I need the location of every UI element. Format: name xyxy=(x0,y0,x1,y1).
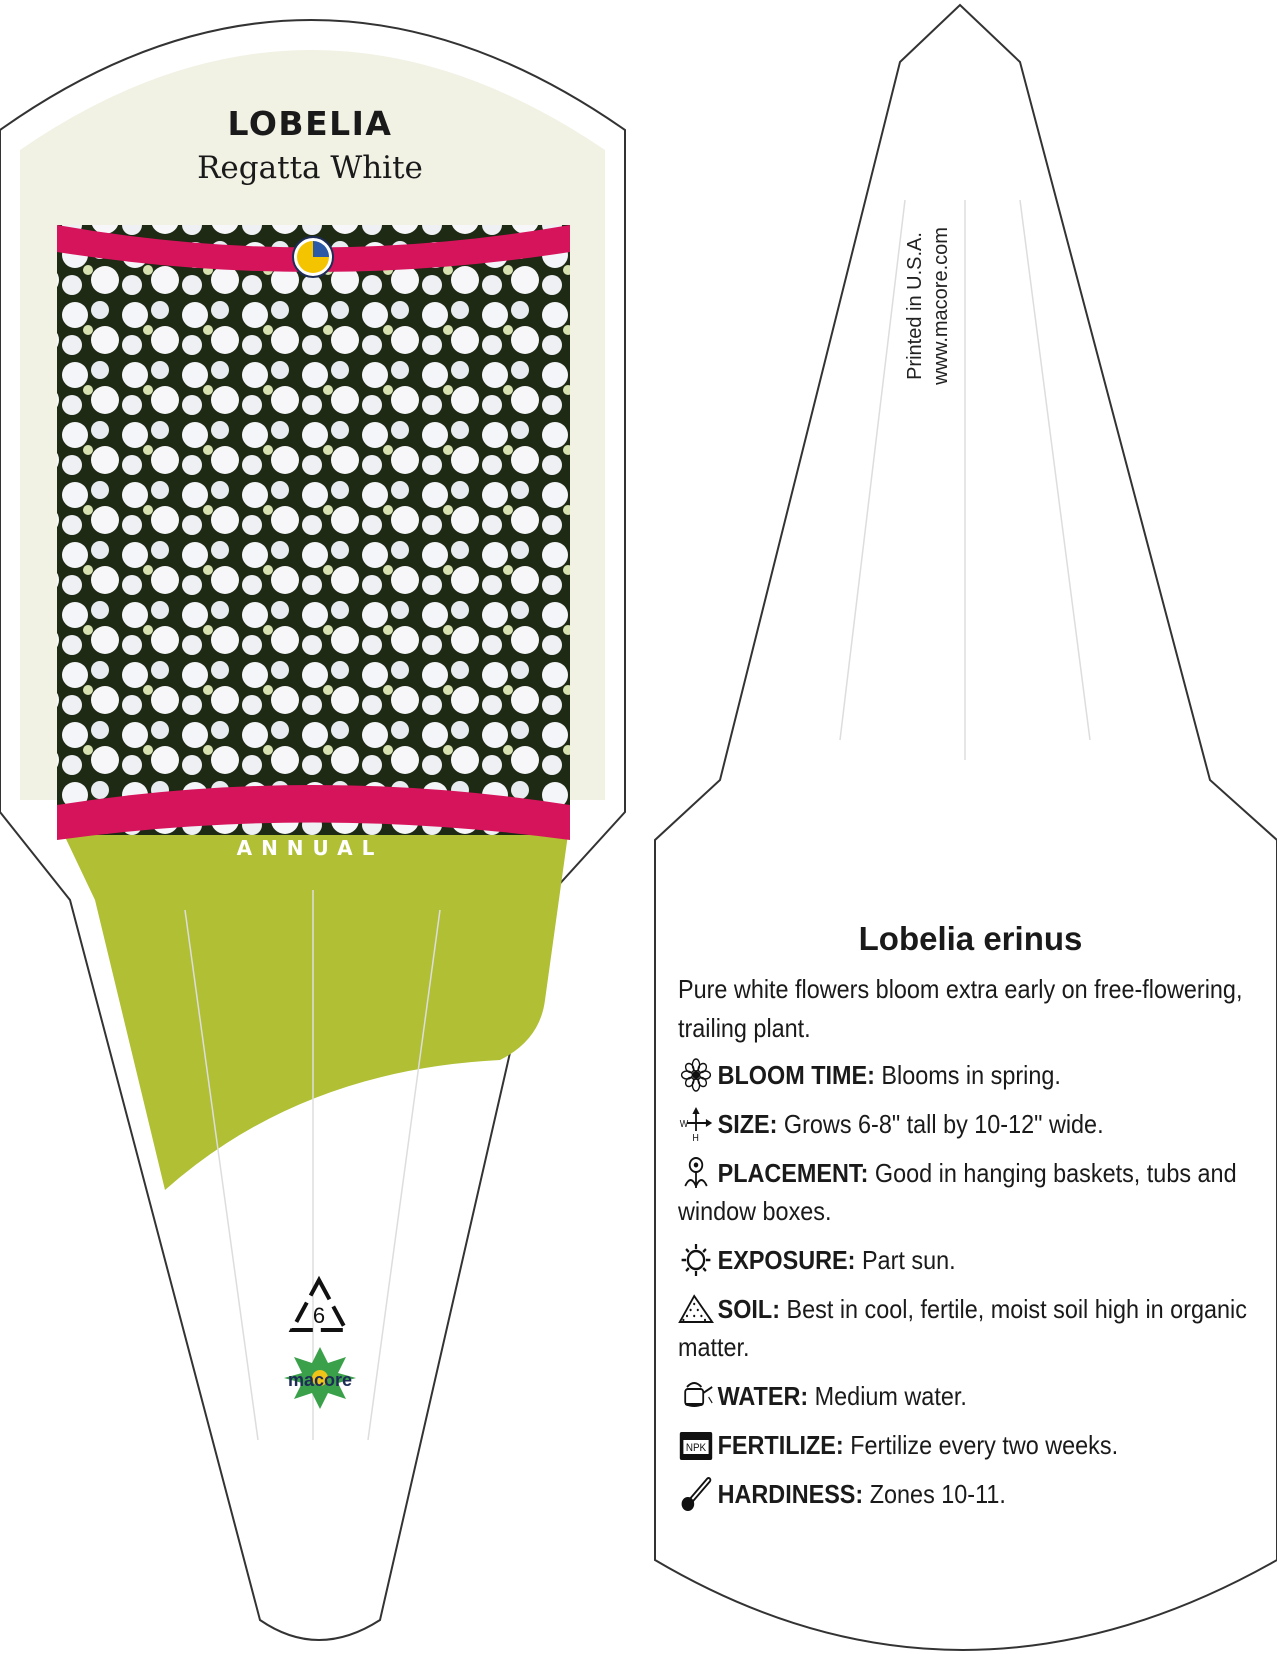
npk-icon xyxy=(678,1428,714,1462)
website: www.macore.com xyxy=(930,227,952,385)
recycle-icon xyxy=(284,1274,354,1344)
care-text: Part sun. xyxy=(861,1245,956,1275)
care-info xyxy=(678,920,1263,1524)
plant-name: LOBELIA xyxy=(227,104,393,143)
plant-description: Pure white flowers bloom extra early on free-flowering, trailing plant. xyxy=(678,974,1243,1043)
care-item xyxy=(678,1426,1263,1464)
care-label: HARDINESS: xyxy=(717,1479,864,1509)
plant-category: ANNUAL xyxy=(236,836,384,860)
printed-note xyxy=(904,200,952,400)
care-text: Medium water. xyxy=(814,1381,967,1411)
care-label: FERTILIZE: xyxy=(717,1430,844,1460)
placement-icon xyxy=(678,1156,714,1190)
species-name: Lobelia erinus xyxy=(858,920,1083,957)
sun-icon xyxy=(678,1243,714,1277)
brand-text: macore xyxy=(287,1370,353,1390)
thermometer-icon xyxy=(678,1477,714,1511)
care-item xyxy=(678,1377,1263,1415)
care-label: SIZE: xyxy=(717,1109,778,1139)
flower-icon xyxy=(678,1058,714,1092)
care-text: Good in hanging baskets, tubs and window boxes. xyxy=(678,1158,1237,1226)
soil-icon xyxy=(678,1292,714,1326)
size-w-label: W xyxy=(679,1118,689,1131)
npk-label: NPK xyxy=(685,1442,707,1455)
care-item xyxy=(678,1241,1263,1279)
care-text: Grows 6-8" tall by 10-12" wide. xyxy=(783,1109,1104,1139)
care-text: Zones 10-11. xyxy=(869,1479,1006,1509)
care-item xyxy=(678,1290,1263,1366)
size-h-label: H xyxy=(692,1132,699,1141)
care-item xyxy=(678,1105,1263,1143)
care-label: SOIL: xyxy=(717,1294,781,1324)
care-label: WATER: xyxy=(717,1381,809,1411)
care-item xyxy=(678,1475,1263,1513)
size-icon xyxy=(678,1107,714,1141)
sun-shade-icon xyxy=(293,237,333,277)
watering-can-icon xyxy=(678,1379,714,1413)
care-text: Blooms in spring. xyxy=(881,1060,1061,1090)
macore-logo xyxy=(272,1345,368,1411)
variety-name: Regatta White xyxy=(197,150,423,186)
care-text: Fertilize every two weeks. xyxy=(850,1430,1119,1460)
recycle-number: 6 xyxy=(312,1303,326,1328)
care-label: BLOOM TIME: xyxy=(717,1060,875,1090)
care-label: EXPOSURE: xyxy=(717,1245,856,1275)
care-item xyxy=(678,1056,1263,1094)
care-text: Best in cool, fertile, moist soil high in organic matter. xyxy=(678,1294,1247,1362)
care-item xyxy=(678,1154,1263,1230)
care-label: PLACEMENT: xyxy=(717,1158,869,1188)
printed-in: Printed in U.S.A. xyxy=(904,232,926,380)
flower-photo xyxy=(57,225,570,835)
